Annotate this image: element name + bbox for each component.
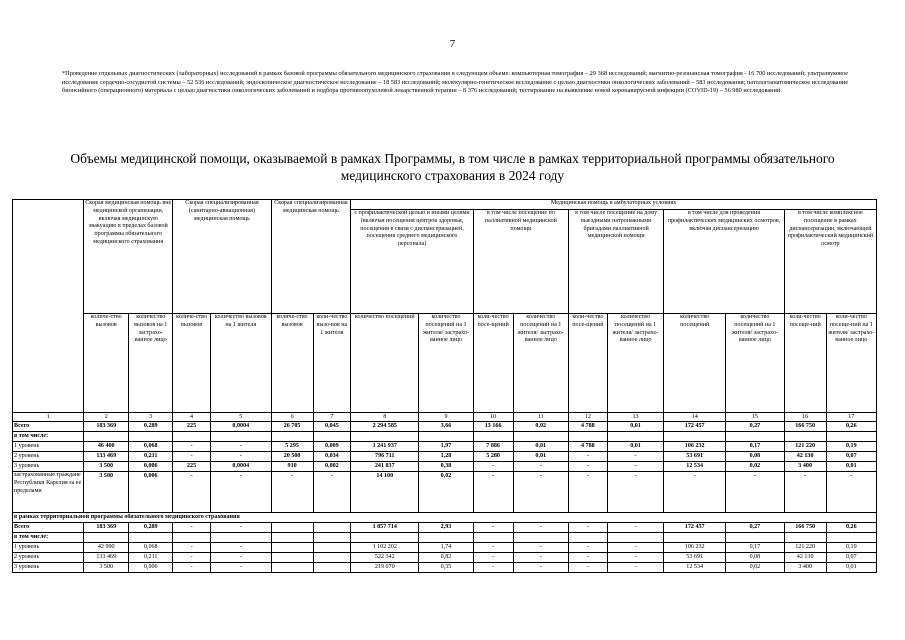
table-cell: 1,74 — [419, 543, 473, 553]
table-cell: 0,08 — [726, 553, 785, 563]
table-cell: 0,002 — [313, 462, 351, 472]
column-subheader: количество вызовов на 1 застрахо-ванное лицо — [129, 314, 173, 413]
table-cell: 1 102 202 — [351, 543, 419, 553]
table-cell — [784, 432, 826, 442]
table-cell: - — [271, 472, 313, 513]
table-cell: 0,08 — [726, 452, 785, 462]
table-cell: 42 990 — [84, 543, 129, 553]
table-cell: - — [569, 543, 608, 553]
table-cell: - — [210, 553, 271, 563]
table-cell — [173, 432, 211, 442]
table-cell: 2,93 — [419, 523, 473, 533]
table-cell: - — [173, 553, 211, 563]
table-cell: - — [664, 472, 726, 513]
group-prophylactic: с профилактической целью и иными целями (включая посещения центров здоровья, посещения в связи с диспансеризацией, посещения среднего медицинского персонала) — [351, 210, 474, 314]
table-cell: - — [607, 563, 664, 573]
table-cell — [351, 432, 419, 442]
table-cell — [313, 553, 351, 563]
table-cell: 133 469 — [84, 452, 129, 462]
table-cell — [726, 432, 785, 442]
row-label: в том числе: — [13, 432, 84, 442]
table-cell — [271, 563, 313, 573]
table-cell: - — [210, 442, 271, 452]
table-cell: - — [784, 472, 826, 513]
table-row — [13, 442, 877, 452]
table-cell: 241 837 — [351, 462, 419, 472]
column-subheader: количество вызовов на 1 жителя — [210, 314, 271, 413]
table-cell: 3 400 — [784, 563, 826, 573]
table-cell: 0,01 — [607, 442, 664, 452]
table-cell — [419, 432, 473, 442]
column-subheader: количество посещений на 1 жителя/ застрахо-ванное лицо — [607, 314, 664, 413]
table-cell: - — [607, 462, 664, 472]
table-cell — [84, 533, 129, 543]
table-cell: 1 857 714 — [351, 523, 419, 533]
row-label: 1 уровень — [13, 442, 84, 452]
table-cell: 1 241 937 — [351, 442, 419, 452]
table-cell: 133 469 — [84, 553, 129, 563]
table-cell: 219 070 — [351, 563, 419, 573]
table-cell: - — [173, 563, 211, 573]
table-cell: - — [473, 462, 513, 472]
table-row — [13, 432, 877, 442]
table-cell: - — [726, 472, 785, 513]
table-cell: 0,068 — [129, 543, 173, 553]
table-cell: 0,38 — [419, 462, 473, 472]
table-cell: 13 166 — [473, 422, 513, 432]
table-cell: 2 294 585 — [351, 422, 419, 432]
column-number: 6 — [271, 413, 313, 422]
table-cell: 0,27 — [726, 422, 785, 432]
table-cell — [351, 533, 419, 543]
column-subheader: коли-чество вызо-вов на 1 жителя — [313, 314, 351, 413]
table-row — [13, 452, 877, 462]
table-cell: 3 400 — [784, 462, 826, 472]
table-cell: - — [826, 472, 876, 513]
table-cell: - — [210, 523, 271, 533]
table-cell: 0,006 — [129, 563, 173, 573]
table-cell: 12 534 — [664, 563, 726, 573]
table-cell — [419, 533, 473, 543]
table-cell: 12 534 — [664, 462, 726, 472]
table-cell: 183 369 — [84, 523, 129, 533]
table-cell: 0,02 — [419, 472, 473, 513]
table-cell: - — [210, 543, 271, 553]
table-row — [13, 533, 877, 543]
column-number: 2 — [84, 413, 129, 422]
column-subheader: коли-чество посеще-ний на 1 жителя/ застрахо-ванное лицо — [826, 314, 876, 413]
table-cell: 0,006 — [129, 462, 173, 472]
column-number: 4 — [173, 413, 211, 422]
table-cell — [313, 533, 351, 543]
table-cell — [313, 543, 351, 553]
table-cell: 0,02 — [513, 422, 569, 432]
table-cell — [513, 533, 569, 543]
table-cell: 0,006 — [129, 472, 173, 513]
table-cell: 0,17 — [726, 442, 785, 452]
table-cell — [513, 432, 569, 442]
table-cell: - — [569, 452, 608, 462]
table-cell — [271, 543, 313, 553]
table-cell: - — [210, 563, 271, 573]
table-cell: 0,0004 — [210, 422, 271, 432]
table-cell: 0,01 — [513, 442, 569, 452]
table-cell: - — [513, 563, 569, 573]
table-cell — [271, 432, 313, 442]
table-cell: 0,01 — [513, 452, 569, 462]
table-cell: 910 — [271, 462, 313, 472]
table-cell: 0,068 — [129, 442, 173, 452]
column-number: 15 — [726, 413, 785, 422]
table-cell: - — [607, 452, 664, 462]
table-cell: - — [569, 523, 608, 533]
table-cell — [726, 533, 785, 543]
group-checkups: в том числе для проведения профилактических медицинских осмотров, включая диспансеризацию — [664, 210, 784, 314]
table-cell — [607, 533, 664, 543]
table-row — [13, 553, 877, 563]
table-cell: 0,27 — [726, 523, 785, 533]
table-cell: 522 342 — [351, 553, 419, 563]
table-cell: - — [569, 472, 608, 513]
table-cell: 183 369 — [84, 422, 129, 432]
table-cell: 0,289 — [129, 422, 173, 432]
column-subheader: количе-ство вызовов — [84, 314, 129, 413]
column-number: 8 — [351, 413, 419, 422]
table-cell — [84, 432, 129, 442]
table-cell: - — [313, 472, 351, 513]
table-cell — [210, 533, 271, 543]
table-cell — [569, 432, 608, 442]
row-label: 3 уровень — [13, 563, 84, 573]
table-cell: 3 500 — [84, 472, 129, 513]
table-cell — [313, 432, 351, 442]
table-row — [13, 462, 877, 472]
table-cell: 166 750 — [784, 422, 826, 432]
table-cell: - — [473, 543, 513, 553]
table-cell: - — [607, 472, 664, 513]
table-cell — [473, 533, 513, 543]
table-cell: 4 788 — [569, 442, 608, 452]
column-subheader: количество посещений на 1 жителя/ застрахо-ванное лицо — [513, 314, 569, 413]
table-cell: - — [569, 553, 608, 563]
table-cell: - — [473, 472, 513, 513]
table-cell — [129, 432, 173, 442]
table-cell: - — [513, 462, 569, 472]
table-cell: 0,07 — [826, 452, 876, 462]
table-cell: 0,211 — [129, 553, 173, 563]
table-cell: 796 711 — [351, 452, 419, 462]
table-cell: 20 500 — [271, 452, 313, 462]
column-number: 7 — [313, 413, 351, 422]
column-subheader: количество посещений на 1 жителя/ застрахо-ванное лицо — [726, 314, 785, 413]
table-cell: 46 400 — [84, 442, 129, 452]
group-emergency: Скорая медицинская помощь вне медицинской организации, включая медицинскую эвакуацию в пределах базовой программы обязательного медицинского страхования — [84, 200, 173, 314]
table-cell: - — [607, 553, 664, 563]
table-cell: - — [513, 472, 569, 513]
table-cell: 0,009 — [313, 442, 351, 452]
volumes-table — [12, 199, 877, 573]
table-cell: - — [513, 553, 569, 563]
footnote: *Проведение отдельных диагностических (лабораторных) исследований в рамках базовой программы обязательного медицинского страхования в следующем объеме: компьютерная томография – 29 368 исследований; магнитно-резонансная томография - 16 700 исследований; ультразвуковое исследование сердечно-сосудистой системы – 52 536 исследований; эндоскопическое диагностическое исследование – 18 583 исследований; молекулярно-генетическое исследование с целью диагностики онкологических заболеваний – 583 исследования; патологоанатомическое исследование биопсийного (операционного) материала с целью диагностики онкологических заболеваний и подбора противоопухолевой лекарственной терапии – 8 376 исследований; тестирование на выявление новой коронавирусной инфекции (COVID-19) – 56 980 исследований. — [62, 70, 849, 95]
table-cell: - — [607, 523, 664, 533]
table-row — [13, 523, 877, 533]
column-number: 12 — [569, 413, 608, 422]
table-cell: 3,66 — [419, 422, 473, 432]
column-number: 5 — [210, 413, 271, 422]
table-cell — [473, 432, 513, 442]
table-cell: 121 220 — [784, 442, 826, 452]
table-cell: 0,01 — [607, 422, 664, 432]
table-cell: 5 280 — [473, 452, 513, 462]
column-subheader: коли-чество посе-щений — [473, 314, 513, 413]
table-cell: - — [210, 472, 271, 513]
table-cell — [271, 523, 313, 533]
table-cell: - — [173, 523, 211, 533]
page-number: 7 — [449, 38, 456, 50]
column-subheader: количество посещений на 1 жителя/ застрахо-ванное лицо — [419, 314, 473, 413]
table-cell — [173, 533, 211, 543]
column-number: 17 — [826, 413, 876, 422]
table-cell: 0,19 — [826, 442, 876, 452]
table-cell: 1,28 — [419, 452, 473, 462]
table-cell: 172 457 — [664, 523, 726, 533]
table-row — [13, 543, 877, 553]
table-cell: - — [473, 553, 513, 563]
group-palliative: в том числе посещение по паллиативной медицинской помощи — [473, 210, 568, 314]
table-cell: - — [173, 543, 211, 553]
column-number: 9 — [419, 413, 473, 422]
table-cell — [826, 432, 876, 442]
table-cell: 26 705 — [271, 422, 313, 432]
table-cell: 0,07 — [826, 553, 876, 563]
table-cell: 0,289 — [129, 523, 173, 533]
table-cell: 3 500 — [84, 563, 129, 573]
group-outpatient: Медицинская помощь в амбулаторных условиях — [351, 200, 877, 210]
table-cell — [271, 553, 313, 563]
column-number: 10 — [473, 413, 513, 422]
table-cell — [664, 432, 726, 442]
table-row — [13, 563, 877, 573]
table-cell: 106 232 — [664, 442, 726, 452]
column-number: 16 — [784, 413, 826, 422]
table-cell — [826, 533, 876, 543]
table-cell: 172 457 — [664, 422, 726, 432]
table-cell — [210, 432, 271, 442]
table-cell: 106 232 — [664, 543, 726, 553]
table-cell: 14 100 — [351, 472, 419, 513]
table-row — [13, 422, 877, 432]
column-number: 13 — [607, 413, 664, 422]
column-number: 11 — [513, 413, 569, 422]
row-label: в том числе: — [13, 533, 84, 543]
table-cell: 166 750 — [784, 523, 826, 533]
table-cell: 7 886 — [473, 442, 513, 452]
table-cell: 0,034 — [313, 452, 351, 462]
table-cell: 1,97 — [419, 442, 473, 452]
group-home: в том числе посещение на дому выездными патронажными бригадами паллиативной медицинской помощи — [569, 210, 664, 314]
group-specialized2: Скорая специализированная медицинская помощь — [271, 200, 351, 314]
column-number: 14 — [664, 413, 726, 422]
row-label: 3 уровень — [13, 462, 84, 472]
table-cell: - — [569, 462, 608, 472]
table-cell: 0,02 — [726, 462, 785, 472]
table-cell: 4 788 — [569, 422, 608, 432]
table-title: Объемы медицинской помощи, оказываемой в рамках Программы, в том числе в рамках территориальной программы обязательного медицинского страхования в 2024 году — [70, 151, 835, 183]
column-subheader: коли-чество посе-щений — [569, 314, 608, 413]
table-cell: - — [513, 523, 569, 533]
table-cell — [784, 533, 826, 543]
table-cell: 0,26 — [826, 422, 876, 432]
table-cell: - — [173, 452, 211, 462]
column-subheader: коли-чество посеще-ний — [784, 314, 826, 413]
table-cell: - — [173, 442, 211, 452]
group-complex: в том числе комплексное посещение в рамках диспансеризации, включающей профилактический медицинский осмотр — [784, 210, 876, 314]
table-cell: 0,045 — [313, 422, 351, 432]
table-cell: 5 295 — [271, 442, 313, 452]
row-label: 2 уровень — [13, 452, 84, 462]
column-subheader: количество посещений — [351, 314, 419, 413]
table-cell: - — [473, 523, 513, 533]
table-cell — [664, 533, 726, 543]
table-cell: - — [607, 543, 664, 553]
row-header-cell — [13, 200, 84, 413]
table-row — [13, 472, 877, 513]
table-cell: - — [513, 543, 569, 553]
table-cell: 3 500 — [84, 462, 129, 472]
table-cell: 0,82 — [419, 553, 473, 563]
table-cell: 42 130 — [784, 553, 826, 563]
row-label: 1 уровень — [13, 543, 84, 553]
row-label: 2 уровень — [13, 553, 84, 563]
table-cell: 0,17 — [726, 543, 785, 553]
row-label: застрахованные граждане Республики Карелия за ее пределами — [13, 472, 84, 513]
table-cell: - — [569, 563, 608, 573]
table-cell: 0,211 — [129, 452, 173, 462]
table-cell: 225 — [173, 462, 211, 472]
table-cell: 121 220 — [784, 543, 826, 553]
row-label: Всего — [13, 523, 84, 533]
group-specialized: Скорая специализированная (санитарно-авиационная) медицинская помощь — [173, 200, 271, 314]
table-cell: 0,35 — [419, 563, 473, 573]
table-cell: 0,19 — [826, 543, 876, 553]
column-number: 3 — [129, 413, 173, 422]
row-label: Всего — [13, 422, 84, 432]
table-cell — [129, 533, 173, 543]
table-cell: 0,01 — [826, 563, 876, 573]
column-number: 1 — [13, 413, 84, 422]
table-cell: 0,0004 — [210, 462, 271, 472]
table-cell: 0,01 — [826, 462, 876, 472]
table-cell: - — [173, 472, 211, 513]
column-subheader: количе-ство вызовов — [271, 314, 313, 413]
table-cell: 53 691 — [664, 553, 726, 563]
table-cell — [313, 523, 351, 533]
table-cell — [607, 432, 664, 442]
table-cell: 225 — [173, 422, 211, 432]
table-cell: - — [210, 452, 271, 462]
table-cell: - — [473, 563, 513, 573]
table-cell — [271, 533, 313, 543]
table-cell: 53 691 — [664, 452, 726, 462]
table-cell: 42 130 — [784, 452, 826, 462]
column-subheader: количе-ство вызовов — [173, 314, 211, 413]
table-cell: 0,26 — [826, 523, 876, 533]
column-subheader: количество посещений — [664, 314, 726, 413]
table-cell: 0,02 — [726, 563, 785, 573]
section-label: в рамках территориальной программы обязательного медицинского страхования — [13, 513, 877, 523]
table-cell — [569, 533, 608, 543]
table-cell — [313, 563, 351, 573]
